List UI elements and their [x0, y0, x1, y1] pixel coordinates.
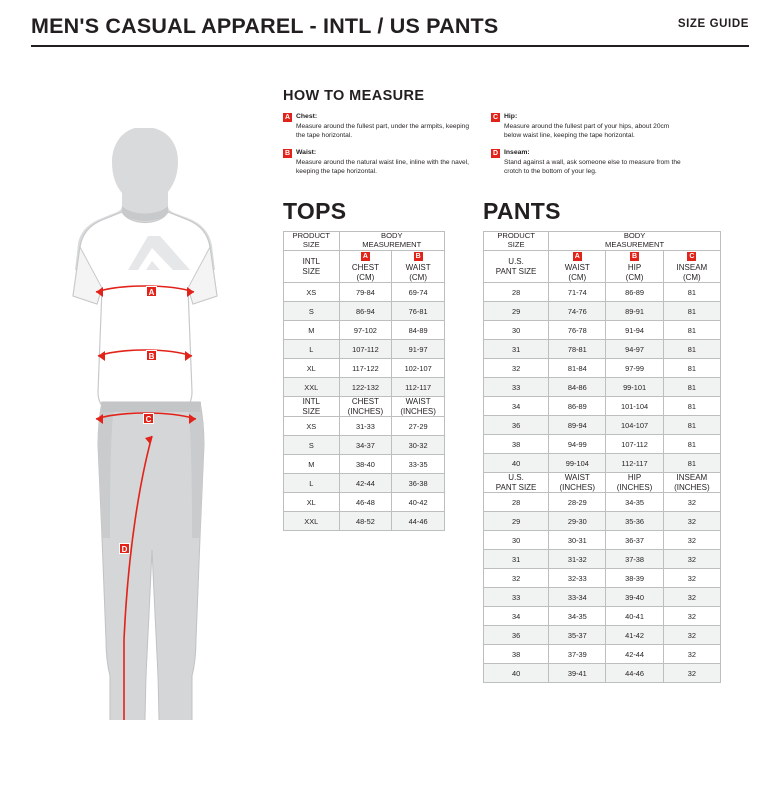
pants-cell: 74-76: [549, 302, 606, 321]
table-row: [284, 512, 445, 531]
tops-title: TOPS: [283, 198, 347, 224]
howto-text-hip: Measure around the fullest part of your hips, about 20cm below waist line, keeping the tape horizontal.: [504, 122, 670, 140]
tops-cell: 30-32: [392, 436, 445, 455]
tops-cell: 48-52: [339, 512, 392, 531]
tops-cell: 42-44: [339, 474, 392, 493]
howto-label-hip: Hip:: [504, 113, 518, 120]
pants-col-header-3: C INSEAM (CM): [663, 251, 720, 283]
table-row: [284, 474, 445, 493]
tops-col-header-0: INTL SIZE: [284, 397, 340, 417]
tops-cell: L: [284, 474, 340, 493]
pants-cell: 32: [663, 607, 720, 626]
pants-cell: 33: [484, 588, 549, 607]
table-row: [284, 302, 445, 321]
tops-cell: M: [284, 321, 340, 340]
table-row: [484, 435, 721, 454]
pants-cell: 31: [484, 340, 549, 359]
size-guide-label: SIZE GUIDE: [677, 18, 749, 30]
howto-text-chest: Measure around the fullest part, under the armpits, keeping the tape horizontal.: [296, 122, 470, 140]
tops-col-header-1: A CHEST (CM): [339, 251, 392, 283]
pants-cell: 81: [663, 283, 720, 302]
howto-label-inseam: Inseam:: [504, 148, 530, 156]
tops-column-header-row: [284, 251, 445, 283]
pants-cell: 35-36: [606, 512, 663, 531]
tops-cell: XL: [284, 493, 340, 512]
tops-cell: 84-89: [392, 321, 445, 340]
tops-header-row: [284, 232, 445, 251]
tops-cell: XXL: [284, 512, 340, 531]
pants-column-header-row: [484, 251, 721, 283]
model-illustration: [40, 120, 270, 720]
pants-column-header-row: [484, 473, 721, 493]
pants-cell: 34-35: [606, 493, 663, 512]
pants-table-block: [483, 198, 721, 683]
table-row: [284, 340, 445, 359]
pants-cell: 34-35: [549, 607, 606, 626]
tops-size-table: [283, 231, 445, 531]
pants-cell: 32: [663, 664, 720, 683]
tops-cell: 91-97: [392, 340, 445, 359]
pants-col-header-3: INSEAM (INCHES): [663, 473, 720, 493]
pants-cell: 81: [663, 397, 720, 416]
pants-header-row: [484, 232, 721, 251]
pants-size-table: [483, 231, 721, 683]
pants-cell: 81: [663, 416, 720, 435]
marker-a: A: [146, 286, 157, 297]
tops-cell: 38-40: [339, 455, 392, 474]
tops-cell: 107-112: [339, 340, 392, 359]
pants-cell: 29: [484, 512, 549, 531]
table-row: [484, 416, 721, 435]
tops-cell: 44-46: [392, 512, 445, 531]
page-header: [31, 14, 749, 56]
tops-cell: 97-102: [339, 321, 392, 340]
badge-a-icon: A: [284, 114, 291, 121]
howto-item-hip: [491, 112, 681, 141]
pants-cell: 32: [663, 645, 720, 664]
pants-cell: 38: [484, 645, 549, 664]
howto-label-chest: Chest:: [296, 113, 318, 120]
marker-c: C: [143, 413, 154, 424]
table-row: [484, 531, 721, 550]
pants-cell: 81: [663, 435, 720, 454]
pants-cell: 32: [663, 626, 720, 645]
table-row: [284, 436, 445, 455]
pants-cell: 33-34: [549, 588, 606, 607]
tops-cell: 40-42: [392, 493, 445, 512]
tops-cell: 86-94: [339, 302, 392, 321]
how-to-measure-col-right: [491, 112, 681, 184]
marker-b: B: [146, 350, 157, 361]
pants-cell: 40: [484, 454, 549, 473]
howto-item-inseam: [491, 148, 681, 177]
tops-cell: 102-107: [392, 359, 445, 378]
tops-col-header-2: WAIST (INCHES): [392, 397, 445, 417]
table-row: [484, 664, 721, 683]
pants-col-header-2: HIP (INCHES): [606, 473, 663, 493]
pants-cell: 36: [484, 416, 549, 435]
tops-cell: 31-33: [339, 417, 392, 436]
tops-col-header-1: CHEST (INCHES): [339, 397, 392, 417]
pants-cell: 38-39: [606, 569, 663, 588]
pants-col-header-1: A WAIST (CM): [549, 251, 606, 283]
badge-b-icon: B: [415, 253, 421, 260]
pants-cell: 35-37: [549, 626, 606, 645]
pants-cell: 97-99: [606, 359, 663, 378]
pants-cell: 107-112: [606, 435, 663, 454]
tops-cell: XS: [284, 417, 340, 436]
table-row: [484, 283, 721, 302]
table-row: [484, 626, 721, 645]
header-right: [678, 18, 749, 30]
pants-cell: 30: [484, 531, 549, 550]
pants-cell: 81: [663, 378, 720, 397]
table-row: [484, 397, 721, 416]
pants-cell: 78-81: [549, 340, 606, 359]
pants-cell: 32: [484, 359, 549, 378]
marker-d: D: [119, 543, 130, 554]
pants-cell: 41-42: [606, 626, 663, 645]
pants-cell: 81: [663, 302, 720, 321]
pants-body-measurement-header: BODY MEASUREMENT: [549, 232, 721, 251]
model-figure: [40, 120, 270, 720]
pants-cell: 34: [484, 607, 549, 626]
pants-cell: 38: [484, 435, 549, 454]
pants-col-header-0: U.S. PANT SIZE: [484, 473, 549, 493]
pants-cell: 30: [484, 321, 549, 340]
badge-d-icon: D: [492, 149, 499, 157]
pants-cell: 44-46: [606, 664, 663, 683]
pants-title: PANTS: [483, 198, 561, 224]
pants-cell: 84-86: [549, 378, 606, 397]
how-to-measure-col-left: [283, 112, 473, 184]
tops-cell: 34-37: [339, 436, 392, 455]
pants-cell: 28-29: [549, 493, 606, 512]
pants-cell: 33: [484, 378, 549, 397]
pants-cell: 99-104: [549, 454, 606, 473]
pants-cell: 89-94: [549, 416, 606, 435]
how-to-measure-section: [283, 88, 749, 184]
tops-cell: 36-38: [392, 474, 445, 493]
badge-a-icon: A: [362, 253, 368, 260]
pants-cell: 86-89: [606, 283, 663, 302]
tops-cell: 27-29: [392, 417, 445, 436]
tops-cell: 33-35: [392, 455, 445, 474]
tops-cell: S: [284, 302, 340, 321]
pants-cell: 104-107: [606, 416, 663, 435]
pants-cell: 86-89: [549, 397, 606, 416]
howto-label-waist: Waist:: [296, 148, 317, 156]
pants-cell: 71-74: [549, 283, 606, 302]
pants-cell: 81: [663, 454, 720, 473]
how-to-measure-columns: [283, 112, 749, 184]
pants-col-header-1: WAIST (INCHES): [549, 473, 606, 493]
pants-product-size-header: PRODUCT SIZE: [484, 232, 549, 251]
howto-text-waist: Measure around the natural waist line, inline with the navel, keeping the tape horizontal.: [296, 158, 470, 176]
tops-cell: XL: [284, 359, 340, 378]
pants-cell: 29-30: [549, 512, 606, 531]
tops-body-measurement-header: BODY MEASUREMENT: [339, 232, 444, 251]
pants-cell: 39-40: [606, 588, 663, 607]
table-row: [484, 321, 721, 340]
pants-cell: 30-31: [549, 531, 606, 550]
pants-cell: 37-39: [549, 645, 606, 664]
pants-cell: 89-91: [606, 302, 663, 321]
tops-column-header-row: [284, 397, 445, 417]
pants-cell: 28: [484, 283, 549, 302]
pants-cell: 36-37: [606, 531, 663, 550]
pants-cell: 29: [484, 302, 549, 321]
table-row: [484, 493, 721, 512]
pants-cell: 99-101: [606, 378, 663, 397]
pants-cell: 37-38: [606, 550, 663, 569]
badge-b-icon: B: [632, 253, 638, 260]
pants-cell: 31: [484, 550, 549, 569]
pants-cell: 32-33: [549, 569, 606, 588]
tops-cell: 117-122: [339, 359, 392, 378]
tops-cell: S: [284, 436, 340, 455]
tops-cell: 79-84: [339, 283, 392, 302]
table-row: [284, 283, 445, 302]
tops-product-size-header: PRODUCT SIZE: [284, 232, 340, 251]
pants-cell: 32: [663, 531, 720, 550]
pants-cell: 32: [663, 493, 720, 512]
tops-col-header-2: B WAIST (CM): [392, 251, 445, 283]
howto-item-chest: [283, 112, 473, 141]
badge-c-icon: C: [689, 253, 695, 260]
table-row: [484, 550, 721, 569]
table-row: [484, 645, 721, 664]
pants-cell: 40-41: [606, 607, 663, 626]
table-row: [484, 588, 721, 607]
pants-col-header-0: U.S. PANT SIZE: [484, 251, 549, 283]
tops-cell: L: [284, 340, 340, 359]
pants-cell: 101-104: [606, 397, 663, 416]
pants-cell: 94-97: [606, 340, 663, 359]
table-row: [484, 340, 721, 359]
pants-cell: 32: [663, 512, 720, 531]
tops-cell: 112-117: [392, 378, 445, 397]
table-row: [484, 302, 721, 321]
tops-col-header-0: INTL SIZE: [284, 251, 340, 283]
pants-cell: 91-94: [606, 321, 663, 340]
table-row: [484, 512, 721, 531]
table-row: [284, 378, 445, 397]
pants-cell: 36: [484, 626, 549, 645]
pants-cell: 40: [484, 664, 549, 683]
pants-cell: 81: [663, 321, 720, 340]
table-row: [484, 378, 721, 397]
pants-cell: 76-78: [549, 321, 606, 340]
pants-cell: 112-117: [606, 454, 663, 473]
table-row: [484, 454, 721, 473]
pants-cell: 32: [663, 569, 720, 588]
pants-cell: 81: [663, 359, 720, 378]
how-to-measure-title: HOW TO MEASURE: [283, 88, 425, 104]
table-row: [484, 359, 721, 378]
howto-item-waist: [283, 148, 473, 177]
pants-col-header-2: B HIP (CM): [606, 251, 663, 283]
table-row: [484, 607, 721, 626]
pants-cell: 81-84: [549, 359, 606, 378]
header-divider: [31, 45, 749, 47]
howto-text-inseam: Stand against a wall, ask someone else to measure from the crotch to the bottom of your leg.: [504, 158, 681, 176]
page-title: MEN'S CASUAL APPAREL - INTL / US PANTS: [31, 14, 499, 38]
tops-cell: XXL: [284, 378, 340, 397]
pants-cell: 39-41: [549, 664, 606, 683]
pants-cell: 31-32: [549, 550, 606, 569]
badge-a-icon: A: [574, 253, 580, 260]
table-row: [284, 455, 445, 474]
pants-cell: 94-99: [549, 435, 606, 454]
table-row: [284, 321, 445, 340]
tops-cell: 46-48: [339, 493, 392, 512]
tops-table-block: [283, 198, 445, 531]
tops-cell: XS: [284, 283, 340, 302]
badge-b-icon: B: [284, 149, 291, 157]
badge-c-icon: C: [492, 114, 499, 121]
tops-cell: 76-81: [392, 302, 445, 321]
pants-cell: 32: [663, 588, 720, 607]
pants-cell: 32: [484, 569, 549, 588]
pants-cell: 28: [484, 493, 549, 512]
table-row: [284, 359, 445, 378]
pants-cell: 42-44: [606, 645, 663, 664]
pants-cell: 32: [663, 550, 720, 569]
tops-cell: 122-132: [339, 378, 392, 397]
table-row: [284, 493, 445, 512]
tops-cell: 69-74: [392, 283, 445, 302]
table-row: [284, 417, 445, 436]
pants-cell: 81: [663, 340, 720, 359]
pants-cell: 34: [484, 397, 549, 416]
table-row: [484, 569, 721, 588]
tops-cell: M: [284, 455, 340, 474]
